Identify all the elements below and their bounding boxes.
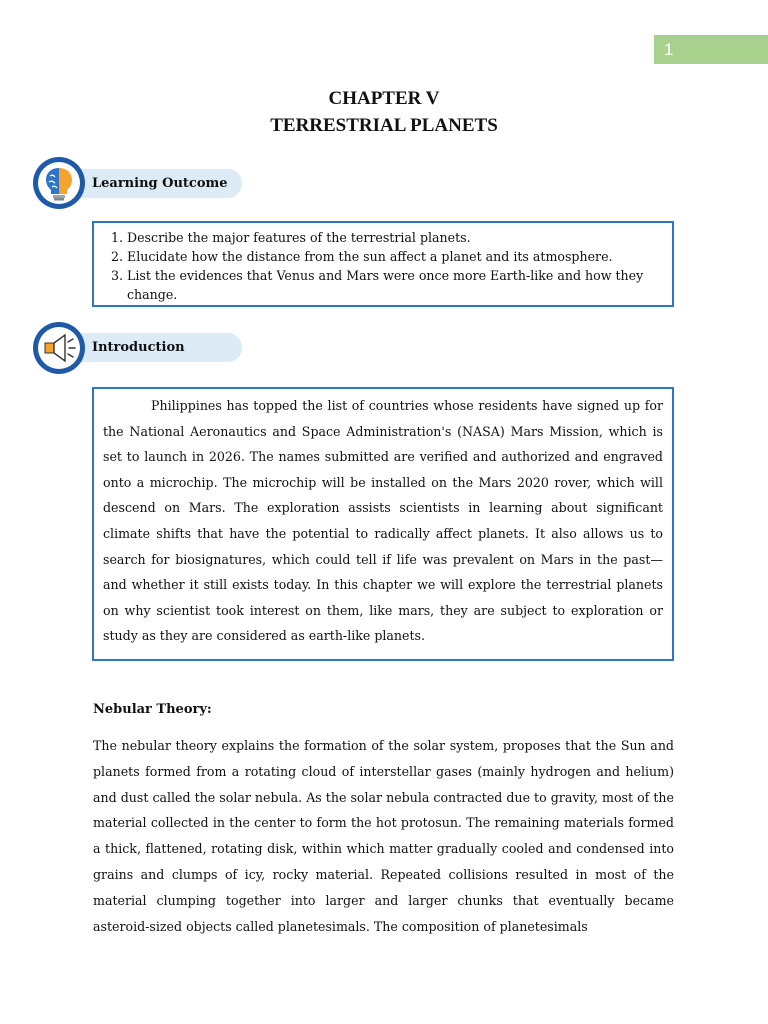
brain-lightbulb-icon [33, 157, 85, 209]
nebular-theory-paragraph: The nebular theory explains the formation of the solar system, proposes that the Sun and planets formed from a rotating cloud of interstellar gases (mainly hydrogen and helium) and dust called the solar nebula. As the solar nebula contracted due to gravity, most of the material collected in the center to form the hot protosun. The remaining materials formed a thick, flattened, rotating disk, within which matter gradually cooled and condensed into grains and clumps of icy, rocky material. Repeated collisions resulted in most of the material clumping together into larger and larger chunks that eventually became asteroid-sized objects called planetesimals. The composition of planetesimals [93, 738, 674, 934]
learning-outcome-icon-badge [33, 157, 85, 209]
page-number: 1 [664, 40, 674, 59]
chapter-title: TERRESTRIAL PLANETS [270, 115, 498, 136]
list-item: 1. Describe the major features of the terrestrial planets. [127, 228, 664, 247]
learning-outcome-list [102, 228, 664, 304]
learning-outcome-tab [58, 169, 242, 198]
introduction-tab [58, 333, 242, 362]
page-number-badge [654, 35, 768, 64]
introduction-icon-badge [33, 322, 85, 374]
chapter-number: CHAPTER V [328, 88, 440, 109]
megaphone-icon [33, 322, 85, 374]
nebular-theory-heading: Nebular Theory: [93, 702, 212, 717]
learning-outcome-label: Learning Outcome [92, 176, 228, 191]
learning-outcome-box [92, 221, 674, 307]
list-item: 2. Elucidate how the distance from the sun affect a planet and its atmosphere. [127, 247, 664, 266]
introduction-box [92, 387, 674, 661]
introduction-paragraph: Philippines has topped the list of countries whose residents have signed up for the National Aeronautics and Space Administration's (NASA) Mars Mission, which is set to launch in 2026. The names submitted are verified and authorized and engraved onto a microchip. The microchip will be installed on the Mars 2020 rover, which will descend on Mars. The exploration assists scientists in learning about significant climate shifts that have the potential to radically affect planets. It also allows us to search for biosignatures, which could tell if life was prevalent on Mars in the past—and whether it still exists today. In this chapter we will explore the terrestrial planets on why scientist took interest on them, like mars, they are subject to exploration or study as they are considered as earth-like planets. [103, 398, 663, 644]
list-item: 3. List the evidences that Venus and Mars were once more Earth-like and how they change. [127, 266, 664, 304]
introduction-label: Introduction [92, 340, 185, 355]
